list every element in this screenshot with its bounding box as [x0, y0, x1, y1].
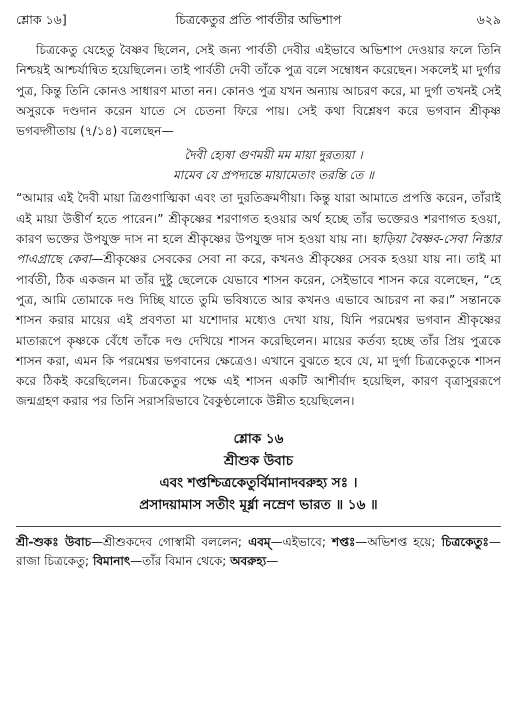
- page-body: [16, 40, 501, 571]
- gita-quote-line-1: দৈবী হ্যেষা গুণময়ী মম মায়া দুরত্যয়া ।: [184, 148, 363, 163]
- sloka-title: শ্লোক ১৬: [233, 430, 284, 447]
- page-number: ৬২৯: [476, 12, 501, 27]
- divider: [16, 526, 501, 527]
- sloka-line-1: এবং শপ্তশ্চিত্রকেতুর্বিমানাদবরুহ্য সঃ ।: [159, 474, 358, 491]
- gita-quote: [16, 145, 501, 185]
- sloka-speaker: শ্রীশুক উবাচ: [223, 452, 294, 469]
- gita-quote-line-2: মামেব যে প্রপদ্যন্তে মায়ামেতাং তরন্তি তে ॥: [173, 168, 374, 183]
- header-chapter-title: চিত্রকেতুর প্রতি পার্বতীর অভিশাপ: [175, 12, 342, 27]
- quote-italic-end: কেবা: [67, 252, 92, 267]
- synonyms: শ্রী-শুকঃ উবাচ—শ্রীশুকদেব গোস্বামী বললেন; এবম্—এইভাবে; শপ্তঃ—অভিশপ্ত হয়ে; চিত্রকেতুঃ—রাজা চিত্রকেতু; বিমানাৎ—তাঁর বিমান থেকে; অবরুহ্য—: [16, 534, 501, 568]
- purport-paragraph-1: চিত্রকেতু যেহেতু বৈষ্ণব ছিলেন, সেই জন্য পার্বতী দেবীর এইভাবে অভিশাপ দেওয়ার ফলে তিনি নিশ্চয়ই আশ্চর্যান্বিত হয়েছিলেন। তাই পার্বতী দেবী তাঁকে পুত্র বলে সম্বোধন করেছেন। সকলেই মা দুর্গার পুত্র, কিন্তু তিনি কোনও সাধারণ মাতা নন। কোনও পুত্র যখন অন্যায় আচরণ করে, মা দুর্গা তখনই সেই অসুরকে দণ্ডদান করেন যাতে সে চেতনা ফিরে পায়। সেই কথা বিশ্লেষণ করে ভগবান শ্রীকৃষ্ণ ভগবদ্গীতায় (৭/১৪) বলেছেন—: [16, 43, 502, 139]
- sloka-line-2: প্রসাদয়ামাস সতীং মূর্ধ্না নম্রেণ ভারত ॥ ১৬ ॥: [139, 496, 378, 513]
- running-header: [16, 12, 501, 34]
- purport-paragraph-2: “আমার এই দৈবী মায়া ত্রিগুণাত্মিকা এবং তা দুরতিক্রমণীয়া। কিন্তু যারা আমাতে প্রপত্তি করেন, তাঁরাই এই মায়া উত্তীর্ণ হতে পারেন।” শ্রীকৃষ্ণের শরণাগত হওয়ার অর্থ হচ্ছে তাঁর ভক্তেরও শরণাগত হওয়া, কারণ ভক্তের উপযুক্ত দাস না হলে শ্রীকৃষ্ণের উপযুক্ত দাস হওয়া যায় না। ছাড়িয়া বৈষ্ণব-সেবা নিস্তার পাএগ্রাছে কেবা—শ্রীকৃষ্ণের সেবকের সেবা না করে, কখনও শ্রীকৃষ্ণের সেবক হওয়া যায় না। তাই মা পার্বতী, ঠিক একজন মা তাঁর দুষ্টু ছেলেকে যেভাবে শাসন করেন, সেইভাবে শাসন করে বলেছেন, “হে পুত্র, আমি তোমাকে দণ্ড দিচ্ছি যাতে তুমি ভবিষ্যতে আর কখনও এভাবে আচরণ না কর।” সন্তানকে শাসন করার মায়ের এই প্রবণতা মা যশোদার মধ্যেও দেখা যায়, যিনি পরমেশ্বর ভগবান শ্রীকৃষ্ণের মাতারূপে কৃষ্ণকে বেঁধে তাঁকে দণ্ড দেখিয়ে শাসন করেছিলেন। মায়ের কর্তব্য হচ্ছে তাঁর প্রিয় পুত্রকে শাসন করা, এমন কি পরমেশ্বর ভগবানের ক্ষেত্রেও। এখানে বুঝতে হবে যে, মা দুর্গা চিত্রকেতুকে শাসন করে ঠিকই করেছিলেন। চিত্রকেতুর পক্ষে এই শাসন একটি আশীর্বাদ হয়েছিল, কারণ বৃত্রাসুররূপে জন্মগ্রহণ করার পর তিনি সরাসরিভাবে বৈকুণ্ঠলোকে উন্নীত হয়েছিলেন।: [16, 191, 502, 409]
- header-verse-ref: শ্লোক ১৬]: [16, 12, 67, 27]
- quote-italic: ছাড়িয়া বৈষ্ণব-সেবা নিস্তার পাএগ্রাছে: [16, 232, 501, 267]
